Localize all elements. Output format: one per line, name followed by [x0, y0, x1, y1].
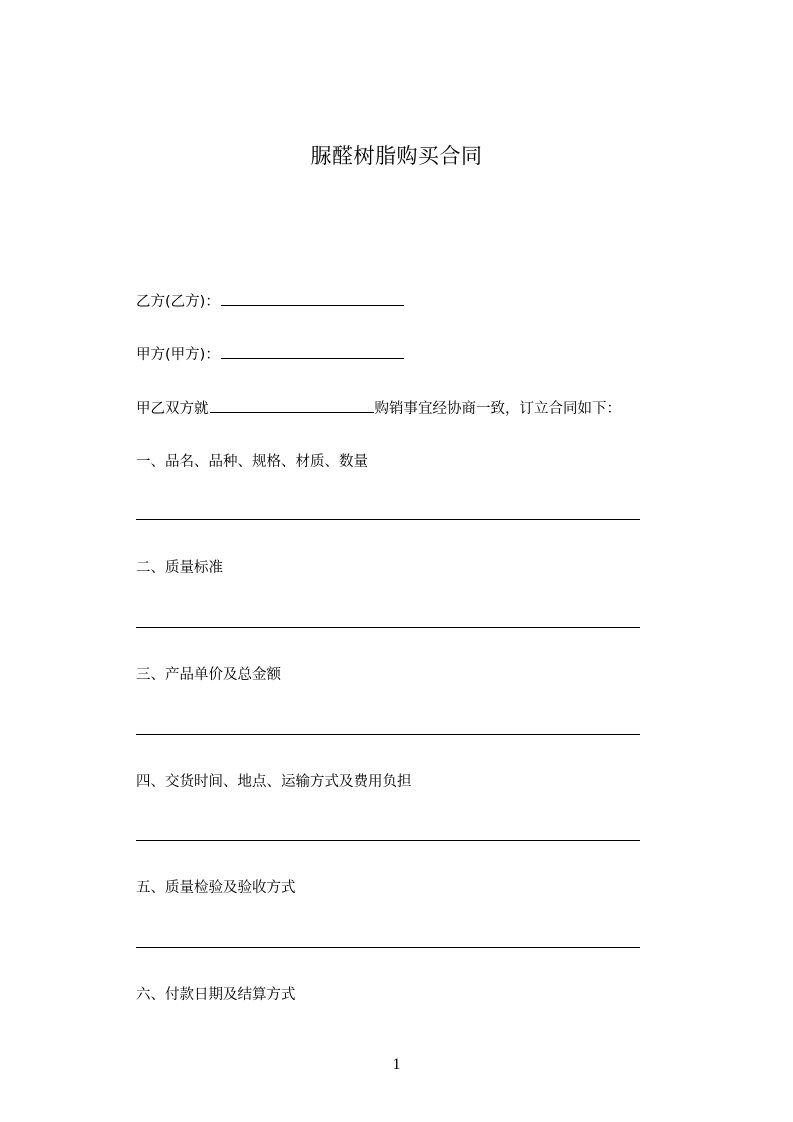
party-a-line — [136, 344, 405, 365]
section-heading-3: 三、产品单价及总金额 — [136, 667, 281, 683]
agreement-line — [136, 398, 621, 419]
contract-title: 脲醛树脂购买合同 — [310, 144, 483, 168]
agreement-suffix: 购销事宜经协商一致，订立合同如下： — [374, 401, 621, 417]
party-a-label: 甲方(甲方)： — [136, 347, 220, 363]
party-b-line — [136, 291, 405, 312]
section-heading-6: 六、付款日期及结算方式 — [136, 987, 296, 1003]
section-5-fill-line[interactable] — [136, 947, 640, 948]
section-1-fill-line[interactable] — [136, 519, 640, 520]
party-a-blank[interactable] — [221, 344, 404, 359]
section-heading-5: 五、质量检验及验收方式 — [136, 880, 296, 896]
section-heading-1: 一、品名、品种、规格、材质、数量 — [136, 454, 368, 470]
section-2-fill-line[interactable] — [136, 627, 640, 628]
agreement-subject-blank[interactable] — [210, 398, 374, 413]
section-3-fill-line[interactable] — [136, 734, 640, 735]
party-b-label: 乙方(乙方)： — [136, 294, 220, 310]
section-heading-4: 四、交货时间、地点、运输方式及费用负担 — [136, 774, 412, 790]
section-heading-2: 二、质量标准 — [136, 560, 223, 576]
agreement-prefix: 甲乙双方就 — [136, 401, 209, 417]
page-number: 1 — [392, 1056, 401, 1073]
party-b-blank[interactable] — [221, 291, 404, 306]
section-4-fill-line[interactable] — [136, 840, 640, 841]
